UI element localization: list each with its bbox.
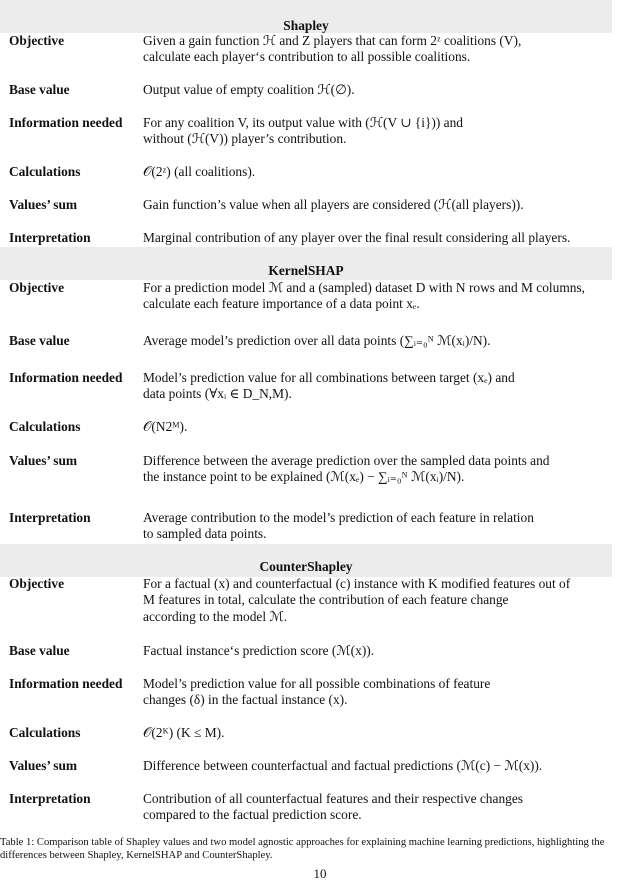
row-label: Calculations [9, 164, 81, 179]
row-label: Information needed [9, 370, 123, 385]
content-line: Model’s prediction value for all possible combinations of feature [143, 675, 491, 691]
row-content [143, 676, 490, 709]
row-label: Interpretation [9, 230, 91, 245]
content-line: calculate each player‘s contribution to all possible coalitions. [143, 49, 471, 65]
content-line: For any coalition V, its output value with (ℋ(V ∪ {i})) and [143, 114, 463, 130]
row-content [143, 333, 491, 350]
row-content [143, 758, 542, 775]
content-line: Difference between the average prediction over the sampled data points and [143, 452, 550, 468]
row-content [143, 370, 515, 403]
caption-line: differences between Shapley, KernelSHAP and CounterShapley. [0, 850, 273, 861]
row-content [143, 33, 521, 66]
row-label: Interpretation [9, 510, 91, 525]
row-content [143, 725, 224, 742]
row-content [143, 419, 187, 436]
content-line: data points (∀xᵢ ∈ D_N,M). [143, 386, 292, 402]
row-content [143, 82, 355, 99]
content-line: changes (δ) in the factual instance (x). [143, 692, 348, 708]
page-number: 10 [313, 866, 327, 881]
content-line: M features in total, calculate the contribution of each feature change [143, 592, 509, 608]
content-line: Gain function’s value when all players are considered (ℋ(all players)). [143, 196, 524, 212]
row-label: Values’ sum [9, 758, 78, 773]
row-label: Base value [9, 333, 70, 348]
row-content [143, 576, 570, 626]
content-line: Output value of empty coalition ℋ(∅). [143, 81, 355, 97]
row-label: Base value [9, 82, 70, 97]
content-line: Average model’s prediction over all data points (∑ᵢ₌₀ᴺ ℳ(xᵢ)/N). [143, 332, 491, 348]
row-label: Information needed [9, 115, 123, 130]
row-content [143, 164, 255, 181]
content-line: 𝒪(2ᴷ) (K ≤ M). [143, 724, 225, 740]
content-line: Contribution of all counterfactual features and their respective changes [143, 790, 523, 806]
row-content [143, 230, 570, 247]
row-content [143, 115, 463, 148]
content-line: according to the model ℳ. [143, 608, 288, 624]
row-content [143, 791, 523, 824]
content-line: the instance point to be explained (ℳ(xₑ) − ∑ᵢ₌₀ᴺ ℳ(xᵢ)/N). [143, 469, 465, 485]
row-content [143, 510, 534, 543]
row-label: Objective [9, 33, 65, 48]
section-title: CounterShapley [259, 559, 353, 574]
content-line: compared to the factual prediction score. [143, 807, 362, 823]
row-label: Calculations [9, 725, 81, 740]
row-content [143, 280, 585, 313]
row-content [143, 453, 550, 486]
content-line: For a factual (x) and counterfactual (c) instance with K modified features out of [143, 575, 571, 591]
content-line: Difference between counterfactual and factual predictions (ℳ(c) − ℳ(x)). [143, 757, 543, 773]
row-label: Base value [9, 643, 70, 658]
caption-line: Table 1: Comparison table of Shapley values and two model agnostic approaches for explaining machine learning predictions, highlighting the [0, 837, 605, 848]
content-line: 𝒪(2ᶻ) (all coalitions). [143, 163, 256, 179]
row-label: Objective [9, 280, 65, 295]
content-line: Marginal contribution of any player over the final result considering all players. [143, 229, 571, 245]
section-title: Shapley [283, 18, 329, 33]
content-line: For a prediction model ℳ and a (sampled) dataset D with N rows and M columns, [143, 279, 585, 295]
content-line: without (ℋ(V)) player’s contribution. [143, 131, 347, 147]
content-line: calculate each feature importance of a data point xₑ. [143, 296, 420, 312]
row-label: Objective [9, 576, 65, 591]
row-label: Values’ sum [9, 197, 78, 212]
row-label: Calculations [9, 419, 81, 434]
content-line: to sampled data points. [143, 526, 267, 542]
section-title: KernelSHAP [268, 263, 344, 278]
row-label: Information needed [9, 676, 123, 691]
row-content [143, 643, 374, 660]
row-label: Interpretation [9, 791, 91, 806]
content-line: Average contribution to the model’s prediction of each feature in relation [143, 509, 534, 525]
content-line: 𝒪(N2ᴹ). [143, 418, 188, 434]
row-label: Values’ sum [9, 453, 78, 468]
table-caption [0, 836, 640, 862]
content-line: Model’s prediction value for all combinations between target (xₑ) and [143, 369, 515, 385]
content-line: Given a gain function ℋ and Z players that can form 2ᶻ coalitions (V), [143, 32, 522, 48]
content-line: Factual instance‘s prediction score (ℳ(x)). [143, 642, 375, 658]
row-content [143, 197, 524, 214]
